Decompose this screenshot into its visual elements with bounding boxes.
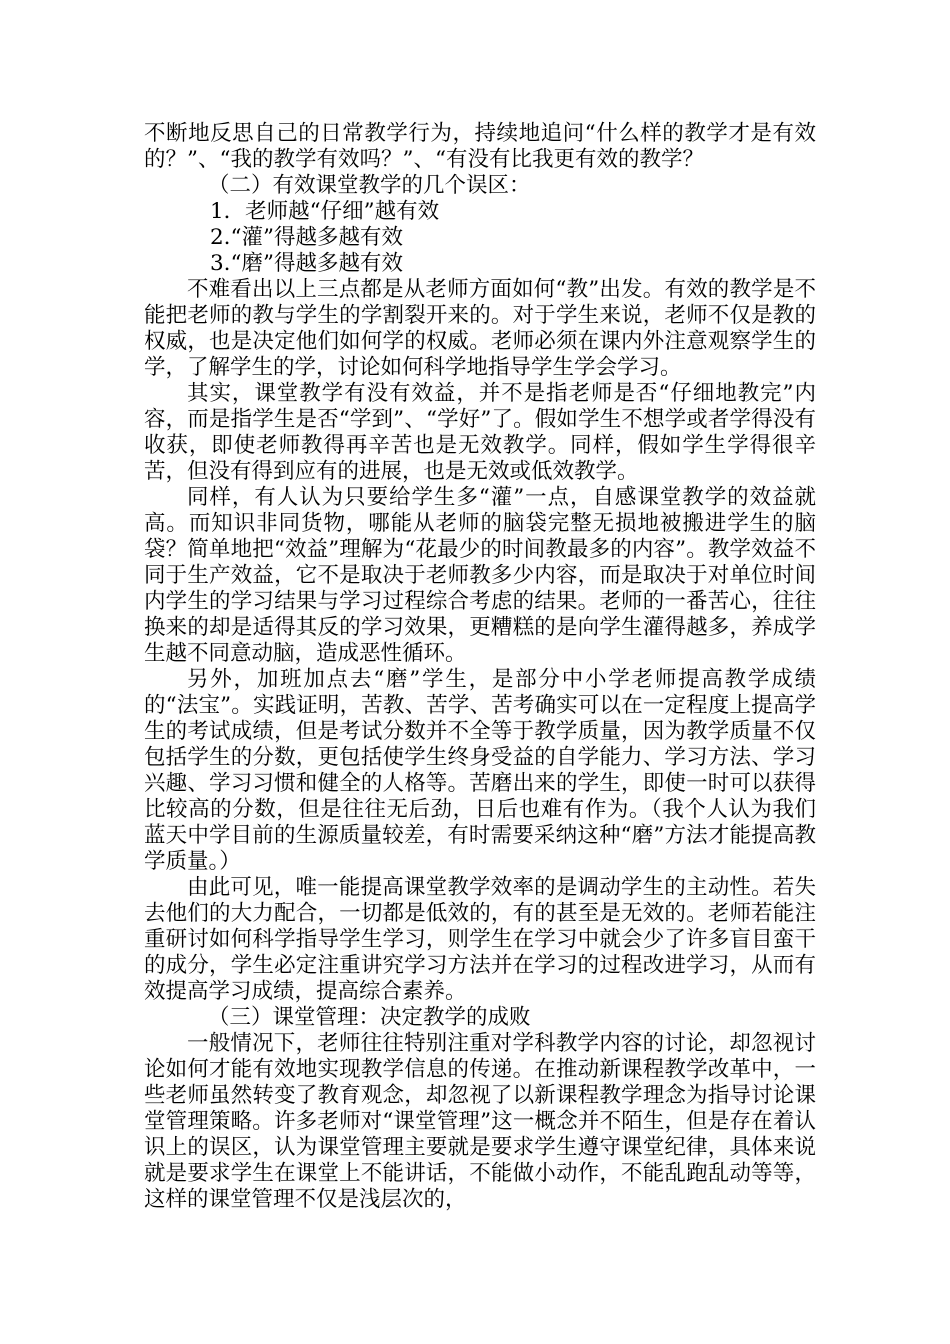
paragraph-cramming: 同样，有人认为只要给学生多“灌”一点，自感课堂教学的效益就高。而知识非同货物，哪能从老师的脑袋完整无损地被搬进学生的脑袋？简单地把“效益”理解为“花最少的时间教最多的内容”。教学效益不同于生产效益，它不是取决于老师教多少内容，而是取决于对单位时间内学生的学习结果与学习过程综合考虑的结果。老师的一番苦心，往往换来的却是适得其反的学习效果，更糟糕的是向学生灌得越多，养成学生越不同意动脑，造成恶性循环。 xyxy=(144,485,816,666)
paragraph-summary: 不难看出以上三点都是从老师方面如何“教”出发。有效的教学是不能把老师的教与学生的学割裂开来的。对于学生来说，老师不仅是教的权威，也是决定他们如何学的权威。老师必须在课内外注意观察学生的学，了解学生的学，讨论如何科学地指导学生学会学习。 xyxy=(144,277,816,380)
section-heading-2: （二）有效课堂教学的几个误区： xyxy=(208,173,531,198)
list-item-1: 1．老师越“仔细”越有效 xyxy=(210,199,440,224)
list-item-3: 3.“磨”得越多越有效 xyxy=(210,251,403,276)
list-item-2: 2.“灌”得越多越有效 xyxy=(210,225,403,250)
paragraph-grinding: 另外，加班加点去“磨”学生，是部分中小学老师提高教学成绩的“法宝”。实践证明，苦教、苦学、苦考确实可以在一定程度上提高学生的考试成绩，但是考试分数并不全等于教学质量，因为教学质量不仅包括学生的分数，更包括使学生终身受益的自学能力、学习方法、学习兴趣、学习习惯和健全的人格等。苦磨出来的学生，即使一时可以获得比较高的分数，但是往往无后劲，日后也难有作为。（我个人认为我们蓝天中学目前的生源质量较差，有时需要采纳这种“磨”方法才能提高教学质量。） xyxy=(144,667,816,874)
paragraph-intro-continuation: 不断地反思自己的日常教学行为，持续地追问“什么样的教学才是有效的？”、“我的教学有效吗？”、“有没有比我更有效的教学？ xyxy=(144,121,816,172)
document-body xyxy=(144,121,816,1213)
paragraph-classroom-management: 一般情况下，老师往往特别注重对学科教学内容的讨论，却忽视讨论如何才能有效地实现教学信息的传递。在推动新课程教学改革中，一些老师虽然转变了教育观念，却忽视了以新课程教学理念为指导讨论课堂管理策略。许多老师对“课堂管理”这一概念并不陌生，但是存在着认识上的误区，认为课堂管理主要就是要求学生遵守课堂纪律，具体来说就是要求学生在课堂上不能讲话，不能做小动作，不能乱跑乱动等等，这样的课堂管理不仅是浅层次的， xyxy=(144,1031,816,1212)
paragraph-conclusion: 由此可见，唯一能提高课堂教学效率的是调动学生的主动性。若失去他们的大力配合，一切都是低效的，有的甚至是无效的。老师若能注重研讨如何科学指导学生学习，则学生在学习中就会少了许多盲目蛮干的成分，学生必定注重讲究学习方法并在学习的过程改进学习，从而有效提高学习成绩，提高综合素养。 xyxy=(144,875,816,1004)
paragraph-careful-teaching: 其实，课堂教学有没有效益，并不是指老师是否“仔细地教完”内容，而是指学生是否“学到”、“学好”了。假如学生不想学或者学得没有收获，即使老师教得再辛苦也是无效教学。同样，假如学生学得很辛苦，但没有得到应有的进展，也是无效或低效教学。 xyxy=(144,381,816,484)
section-heading-3: （三）课堂管理：决定教学的成败 xyxy=(208,1005,531,1030)
